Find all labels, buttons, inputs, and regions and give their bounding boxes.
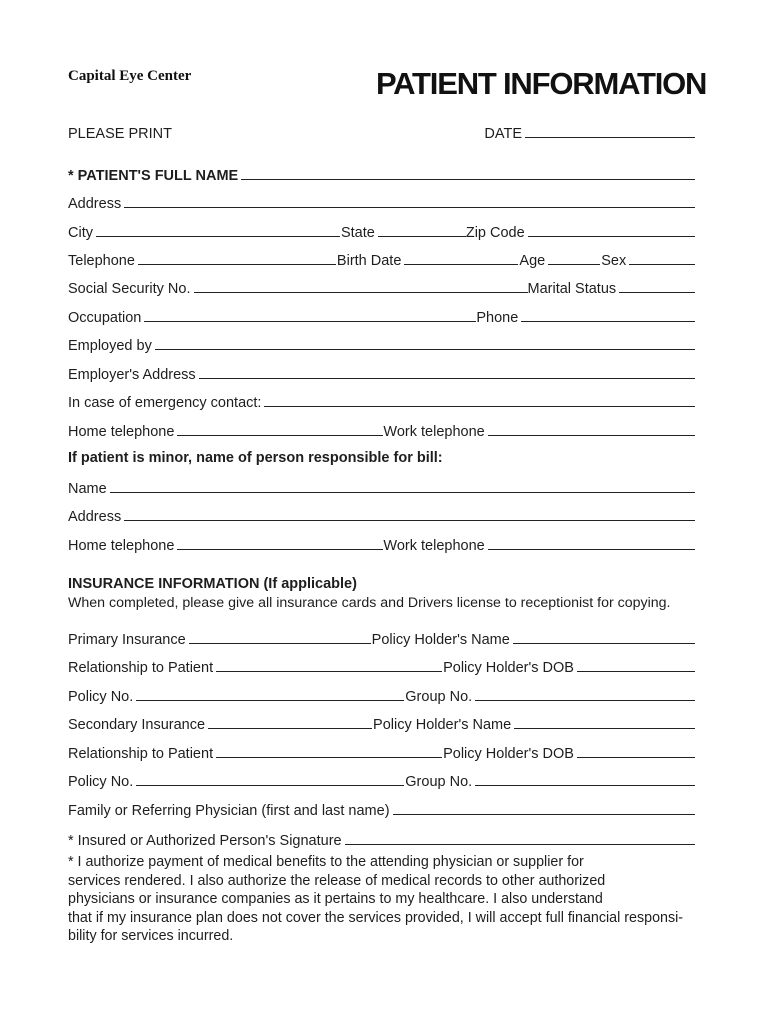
signature-field[interactable]	[345, 844, 695, 845]
phone-field[interactable]	[521, 321, 695, 322]
insurance-note: When completed, please give all insurance cards and Drivers license to receptionist for copying.	[68, 595, 671, 611]
physician-field[interactable]	[393, 814, 695, 815]
minor-name-row	[68, 477, 695, 497]
telephone-field[interactable]	[138, 264, 336, 265]
policy-holder-name-label: Policy Holder's Name	[371, 632, 510, 648]
secondary-relationship-label: Relationship to Patient	[68, 746, 214, 762]
signature-row	[68, 829, 695, 849]
physician-label: Family or Referring Physician (first and last name)	[68, 803, 390, 819]
secondary-insurance-label: Secondary Insurance	[68, 717, 206, 733]
secondary-holder-dob-field[interactable]	[577, 757, 695, 758]
physician-row	[68, 799, 695, 819]
minor-name-field[interactable]	[110, 492, 695, 493]
birth-date-label: Birth Date	[336, 253, 402, 269]
signature-label: * Insured or Authorized Person's Signature	[68, 833, 342, 849]
employer-address-label: Employer's Address	[68, 367, 196, 383]
employed-by-label: Employed by	[68, 338, 152, 354]
minor-home-telephone-label: Home telephone	[68, 538, 175, 554]
minor-work-telephone-label: Work telephone	[383, 538, 485, 554]
secondary-holder-dob-label: Policy Holder's DOB	[443, 746, 574, 762]
authorization-line: physicians or insurance companies as it pertains to my healthcare. I also understand	[68, 891, 603, 908]
secondary-insurance-row	[68, 713, 695, 733]
state-field[interactable]	[378, 236, 466, 237]
secondary-policy-no-label: Policy No.	[68, 774, 134, 790]
secondary-relationship-row	[68, 742, 695, 762]
relationship-label: Relationship to Patient	[68, 660, 214, 676]
group-no-field[interactable]	[475, 700, 695, 701]
date-label: DATE	[484, 126, 522, 142]
emergency-field[interactable]	[264, 406, 695, 407]
minor-address-label: Address	[68, 509, 122, 525]
city-field[interactable]	[96, 236, 340, 237]
minor-address-row	[68, 505, 695, 525]
emergency-phone-row	[68, 420, 695, 440]
work-telephone-label: Work telephone	[383, 424, 485, 440]
telephone-label: Telephone	[68, 253, 135, 269]
sex-label: Sex	[601, 253, 627, 269]
authorization-line: services rendered. I also authorize the release of medical records to other authorized	[68, 872, 606, 889]
home-telephone-label: Home telephone	[68, 424, 175, 440]
relationship-row	[68, 656, 695, 676]
insurance-heading: INSURANCE INFORMATION (If applicable)	[68, 576, 357, 592]
address-row	[68, 192, 695, 212]
age-field[interactable]	[548, 264, 600, 265]
primary-insurance-label: Primary Insurance	[68, 632, 186, 648]
ssn-row	[68, 277, 695, 297]
secondary-relationship-field[interactable]	[216, 757, 442, 758]
address-label: Address	[68, 196, 122, 212]
ssn-field[interactable]	[194, 292, 528, 293]
page-title: PATIENT INFORMATION	[376, 66, 707, 101]
secondary-holder-name-label: Policy Holder's Name	[373, 717, 512, 733]
secondary-group-no-label: Group No.	[405, 774, 473, 790]
occupation-label: Occupation	[68, 310, 142, 326]
minor-address-field[interactable]	[124, 520, 695, 521]
emergency-label: In case of emergency contact:	[68, 395, 262, 411]
minor-home-telephone-field[interactable]	[177, 549, 383, 550]
minor-heading: If patient is minor, name of person responsible for bill:	[68, 450, 443, 466]
policy-holder-dob-label: Policy Holder's DOB	[443, 660, 574, 676]
employer-address-row	[68, 363, 695, 383]
date-field[interactable]	[525, 137, 695, 138]
policy-no-field[interactable]	[136, 700, 404, 701]
full-name-label: * PATIENT'S FULL NAME	[68, 168, 239, 184]
authorization-line: * I authorize payment of medical benefits to the attending physician or supplier for	[68, 854, 584, 870]
minor-phone-row	[68, 534, 695, 554]
authorization-line: bility for services incurred.	[68, 928, 234, 945]
employed-by-row	[68, 334, 695, 354]
city-row	[68, 221, 695, 241]
minor-work-telephone-field[interactable]	[488, 549, 695, 550]
authorization-line: that if my insurance plan does not cover the services provided, I will accept full financial responsi-	[68, 909, 684, 926]
birth-date-field[interactable]	[404, 264, 518, 265]
secondary-insurance-field[interactable]	[208, 728, 372, 729]
secondary-policy-no-field[interactable]	[136, 785, 404, 786]
print-date-row	[68, 122, 695, 142]
please-print-label: PLEASE PRINT	[68, 126, 172, 142]
marital-label: Marital Status	[527, 281, 617, 297]
ssn-label: Social Security No.	[68, 281, 191, 297]
primary-insurance-field[interactable]	[189, 643, 371, 644]
work-telephone-field[interactable]	[488, 435, 695, 436]
group-no-label: Group No.	[405, 689, 473, 705]
address-field[interactable]	[124, 207, 695, 208]
minor-name-label: Name	[68, 481, 107, 497]
occupation-row	[68, 306, 695, 326]
policy-row	[68, 685, 695, 705]
full-name-row	[68, 164, 695, 184]
city-label: City	[68, 225, 93, 241]
policy-holder-dob-field[interactable]	[577, 671, 695, 672]
sex-field[interactable]	[629, 264, 695, 265]
full-name-field[interactable]	[241, 179, 695, 180]
occupation-field[interactable]	[144, 321, 476, 322]
emergency-row	[68, 391, 695, 411]
secondary-policy-row	[68, 770, 695, 790]
authorization-text	[68, 853, 698, 946]
relationship-field[interactable]	[216, 671, 442, 672]
policy-no-label: Policy No.	[68, 689, 134, 705]
zip-field[interactable]	[528, 236, 695, 237]
primary-insurance-row	[68, 628, 695, 648]
home-telephone-field[interactable]	[177, 435, 383, 436]
age-label: Age	[519, 253, 546, 269]
employer-address-field[interactable]	[199, 378, 695, 379]
clinic-name: Capital Eye Center	[68, 68, 192, 84]
zip-label: Zip Code	[465, 225, 525, 241]
telephone-row	[68, 249, 695, 269]
secondary-holder-name-field[interactable]	[514, 728, 695, 729]
secondary-group-no-field[interactable]	[475, 785, 695, 786]
policy-holder-name-field[interactable]	[513, 643, 695, 644]
marital-field[interactable]	[619, 292, 695, 293]
state-label: State	[340, 225, 375, 241]
phone-label: Phone	[476, 310, 519, 326]
employed-by-field[interactable]	[155, 349, 695, 350]
